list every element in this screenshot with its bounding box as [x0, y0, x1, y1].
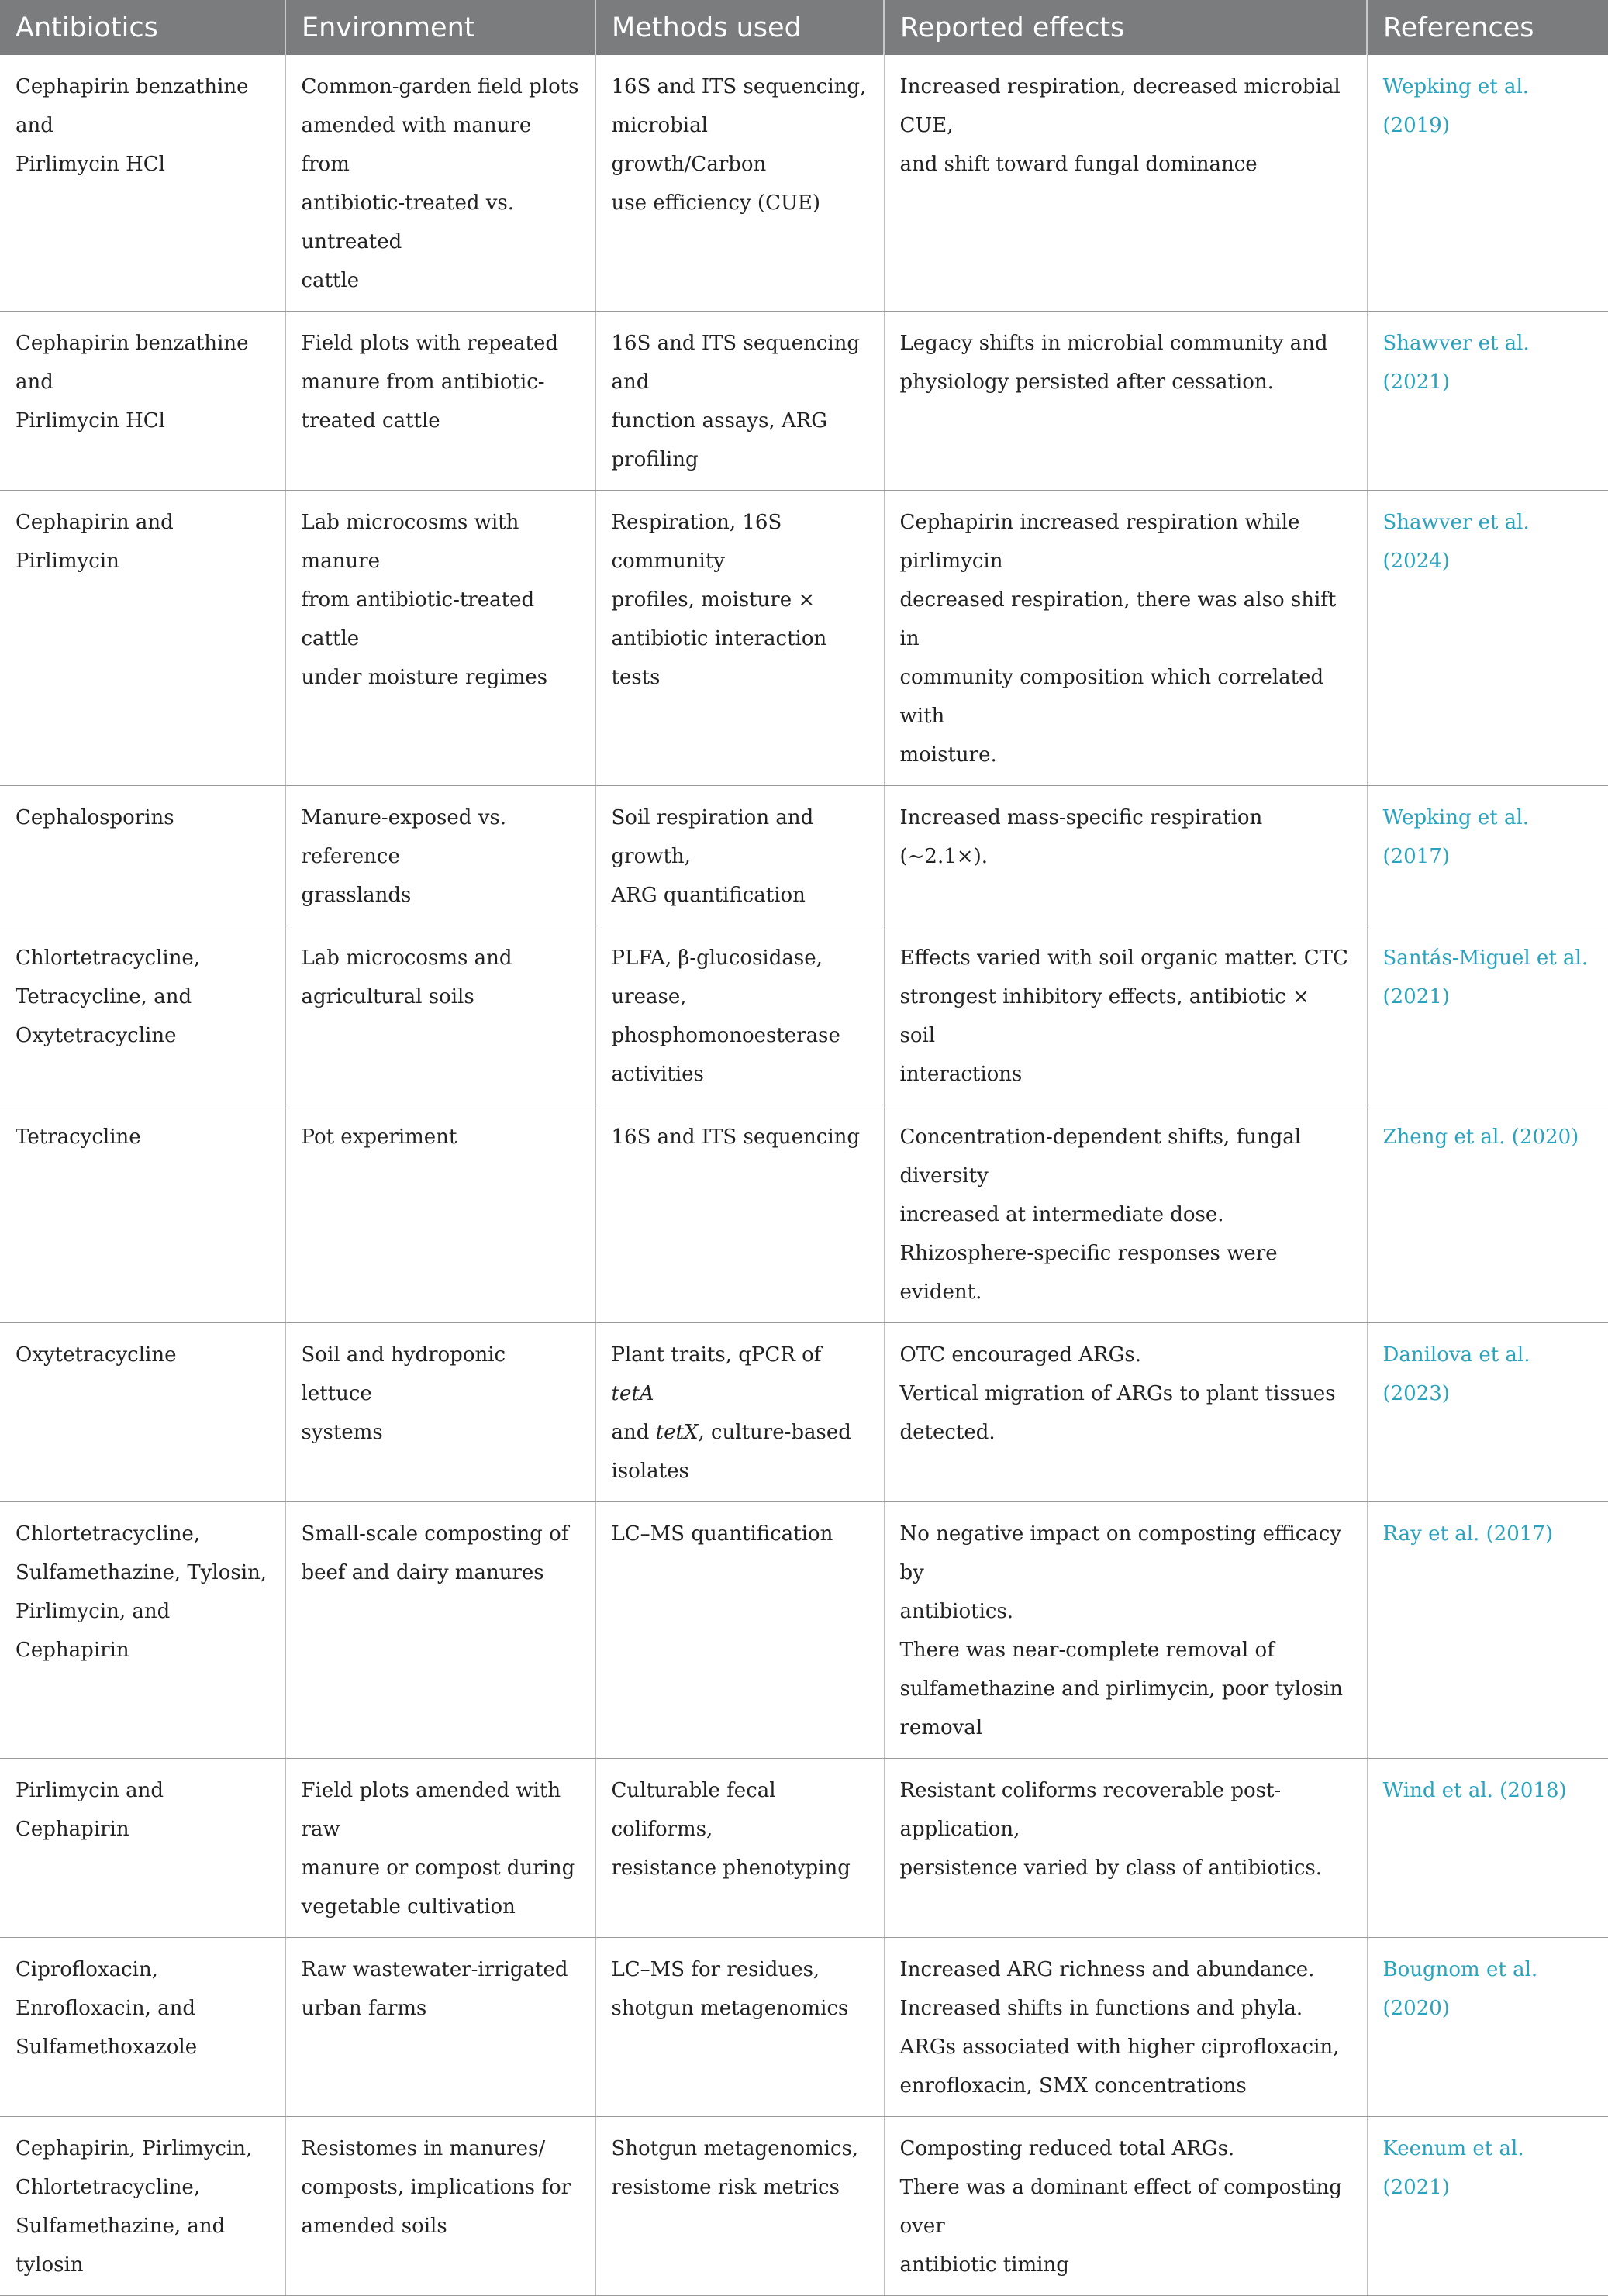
cell-effects	[884, 2117, 1367, 2296]
text-run: Plant traits, qPCR of	[611, 1343, 822, 1367]
cell-line: Chlortetracycline,	[16, 2176, 201, 2199]
cell-line: Respiration, 16S community	[611, 511, 782, 573]
cell-environment	[285, 1105, 595, 1323]
reference-link[interactable]: Bougnom et al. (2020)	[1367, 1938, 1608, 2117]
cell-antibiotics	[0, 2117, 285, 2296]
cell-environment	[285, 1502, 595, 1759]
cell-line: microbial growth/Carbon	[611, 114, 767, 176]
cell-line: Tetracycline	[16, 1126, 141, 1149]
cell-line: Manure-exposed vs. reference	[301, 806, 506, 868]
cell-line: grasslands	[301, 884, 412, 907]
cell-line: No negative impact on composting efficacy by	[899, 1522, 1342, 1584]
cell-effects	[884, 1502, 1367, 1759]
reference-link[interactable]: Shawver et al. (2024)	[1367, 491, 1608, 786]
cell-line: interactions	[899, 1063, 1023, 1086]
cell-line: Composting reduced total ARGs.	[899, 2137, 1235, 2160]
cell-line: removal	[899, 1716, 983, 1739]
cell-line: shotgun metagenomics	[611, 1997, 849, 2020]
cell-line: phosphomonoesterase	[611, 1024, 840, 1047]
cell-line: There was a dominant effect of composting over	[899, 2176, 1342, 2238]
text-run: and	[611, 1421, 656, 1444]
cell-methods	[595, 926, 884, 1105]
cell-line: amended with manure from	[301, 114, 532, 176]
cell-line: isolates	[611, 1460, 689, 1483]
cell-line: and shift toward fungal dominance	[899, 153, 1258, 176]
cell-line: treated cattle	[301, 409, 440, 433]
cell-line: Sulfamethoxazole	[16, 2036, 198, 2059]
cell-methods	[595, 55, 884, 312]
cell-line: Increased ARG richness and abundance.	[899, 1958, 1315, 1981]
cell-line: OTC encouraged ARGs.	[899, 1343, 1142, 1367]
cell-line: composts, implications for	[301, 2176, 571, 2199]
cell-line: Vertical migration of ARGs to plant tissues	[899, 1382, 1336, 1405]
cell-line	[612, 1413, 868, 1452]
cell-line: Soil and hydroponic lettuce	[301, 1343, 506, 1405]
cell-line: Lab microcosms and	[301, 946, 512, 970]
cell-environment	[285, 1759, 595, 1938]
cell-line: antibiotics.	[899, 1600, 1014, 1623]
table-row	[0, 1759, 1608, 1938]
cell-line: urban farms	[301, 1997, 427, 2020]
cell-line: cattle	[301, 269, 360, 292]
cell-line	[612, 1336, 868, 1413]
gene-name: tetA	[611, 1382, 654, 1405]
reference-link[interactable]: Shawver et al. (2021)	[1367, 312, 1608, 491]
cell-line: manure from antibiotic-	[301, 371, 545, 394]
cell-line: Resistomes in manures/	[301, 2137, 546, 2160]
cell-antibiotics	[0, 55, 285, 312]
cell-methods	[595, 1759, 884, 1938]
cell-line: beef and dairy manures	[301, 1561, 544, 1584]
cell-line: Cephalosporins	[16, 806, 174, 829]
cell-line: 16S and ITS sequencing and	[611, 332, 861, 394]
cell-effects	[884, 926, 1367, 1105]
cell-line: agricultural soils	[301, 985, 474, 1008]
cell-line: Field plots with repeated	[301, 332, 558, 355]
cell-line: sulfamethazine and pirlimycin, poor tylosin	[899, 1677, 1343, 1701]
cell-environment	[285, 1323, 595, 1502]
cell-line: Lab microcosms with manure	[301, 511, 519, 573]
header-environment: Environment	[285, 0, 595, 55]
cell-environment	[285, 926, 595, 1105]
cell-line: Effects varied with soil organic matter. CTC	[899, 946, 1348, 970]
table-row	[0, 55, 1608, 312]
reference-link[interactable]: Danilova et al. (2023)	[1367, 1323, 1608, 1502]
cell-effects	[884, 1105, 1367, 1323]
cell-line: Pirlimycin, and Cephapirin	[16, 1600, 171, 1662]
table-row	[0, 1502, 1608, 1759]
cell-line: LC–MS quantification	[611, 1522, 833, 1546]
cell-antibiotics	[0, 1938, 285, 2117]
cell-line: resistome risk metrics	[611, 2176, 840, 2199]
cell-effects	[884, 1938, 1367, 2117]
cell-environment	[285, 786, 595, 926]
cell-environment	[285, 55, 595, 312]
cell-line: PLFA, β-glucosidase, urease,	[611, 946, 823, 1008]
cell-line: Tetracycline, and	[16, 985, 192, 1008]
cell-line: Sulfamethazine, and tylosin	[16, 2215, 226, 2277]
header-antibiotics: Antibiotics	[0, 0, 285, 55]
cell-line: physiology persisted after cessation.	[899, 371, 1274, 394]
cell-line: antibiotic-treated vs. untreated	[301, 191, 515, 253]
cell-line: increased at intermediate dose.	[899, 1203, 1224, 1226]
cell-effects	[884, 312, 1367, 491]
table-row	[0, 312, 1608, 491]
cell-methods	[595, 491, 884, 786]
cell-effects	[884, 1323, 1367, 1502]
reference-link[interactable]: Zheng et al. (2020)	[1367, 1105, 1608, 1323]
cell-line: 16S and ITS sequencing	[611, 1126, 861, 1149]
cell-line: Sulfamethazine, Tylosin,	[16, 1561, 267, 1584]
cell-environment	[285, 2117, 595, 2296]
cell-line: profiles, moisture ×	[611, 588, 816, 612]
reference-link[interactable]: Santás-Miguel et al. (2021)	[1367, 926, 1608, 1105]
reference-link[interactable]: Ray et al. (2017)	[1367, 1502, 1608, 1759]
cell-line: Increased shifts in functions and phyla.	[899, 1997, 1303, 2020]
cell-line: ARG quantification	[611, 884, 806, 907]
table-row	[0, 1938, 1608, 2117]
header-methods-used: Methods used	[595, 0, 884, 55]
cell-line: from antibiotic-treated cattle	[301, 588, 535, 650]
cell-line: Oxytetracycline	[16, 1024, 177, 1047]
cell-effects	[884, 1759, 1367, 1938]
cell-methods	[595, 2117, 884, 2296]
text-run: , culture-based	[698, 1421, 851, 1444]
cell-line: Legacy shifts in microbial community and	[899, 332, 1328, 355]
cell-line: persistence varied by class of antibiotics.	[899, 1856, 1323, 1880]
cell-line: activities	[611, 1063, 704, 1086]
cell-line: Oxytetracycline	[16, 1343, 177, 1367]
cell-line: amended soils	[301, 2215, 447, 2238]
cell-line: resistance phenotyping	[611, 1856, 851, 1880]
cell-line: Chlortetracycline,	[16, 1522, 201, 1546]
cell-line: manure or compost during	[301, 1856, 575, 1880]
cell-line: Field plots amended with raw	[301, 1779, 561, 1841]
cell-line: antibiotic interaction tests	[611, 627, 827, 689]
table-row	[0, 786, 1608, 926]
cell-effects	[884, 55, 1367, 312]
cell-methods	[595, 312, 884, 491]
cell-line: Cephapirin benzathine and	[16, 75, 249, 137]
cell-line: Chlortetracycline,	[16, 946, 201, 970]
table-row	[0, 926, 1608, 1105]
table-row	[0, 491, 1608, 786]
header-references: References	[1367, 0, 1608, 55]
cell-line: Culturable fecal coliforms,	[611, 1779, 776, 1841]
cell-line: Ciprofloxacin,	[16, 1958, 158, 1981]
cell-line: Pirlimycin HCl	[16, 153, 165, 176]
cell-antibiotics	[0, 1105, 285, 1323]
cell-line: Pirlimycin HCl	[16, 409, 165, 433]
cell-environment	[285, 312, 595, 491]
cell-line: under moisture regimes	[301, 666, 548, 689]
cell-line: Soil respiration and growth,	[611, 806, 814, 868]
cell-environment	[285, 491, 595, 786]
reference-link[interactable]: Wepking et al. (2017)	[1367, 786, 1608, 926]
cell-methods	[595, 1105, 884, 1323]
cell-line: Small-scale composting of	[301, 1522, 569, 1546]
cell-antibiotics	[0, 1502, 285, 1759]
reference-link[interactable]: Wepking et al. (2019)	[1367, 55, 1608, 312]
cell-line: function assays, ARG	[611, 409, 827, 433]
cell-line: Increased mass-specific respiration (~2.1×).	[899, 806, 1263, 868]
cell-methods	[595, 1502, 884, 1759]
table-header-row	[0, 0, 1608, 55]
cell-methods	[595, 1938, 884, 2117]
cell-antibiotics	[0, 926, 285, 1105]
cell-line: Cephapirin increased respiration while pirlimycin	[899, 511, 1300, 573]
cell-antibiotics	[0, 1323, 285, 1502]
cell-antibiotics	[0, 312, 285, 491]
cell-effects	[884, 786, 1367, 926]
cell-environment	[285, 1938, 595, 2117]
table-row	[0, 1105, 1608, 1323]
cell-line: Pot experiment	[301, 1126, 457, 1149]
gene-name: tetX	[655, 1421, 699, 1444]
cell-line: community composition which correlated with	[899, 666, 1324, 728]
cell-line: Increased respiration, decreased microbial CUE,	[899, 75, 1341, 137]
cell-antibiotics	[0, 491, 285, 786]
cell-line: Resistant coliforms recoverable post-application,	[899, 1779, 1282, 1841]
reference-link[interactable]: Wind et al. (2018)	[1367, 1759, 1608, 1938]
header-reported-effects: Reported effects	[884, 0, 1367, 55]
cell-line: systems	[301, 1421, 383, 1444]
cell-line: LC–MS for residues,	[611, 1958, 820, 1981]
cell-effects	[884, 491, 1367, 786]
cell-line: There was near-complete removal of	[899, 1639, 1275, 1662]
cell-line: detected.	[899, 1421, 996, 1444]
cell-line: strongest inhibitory effects, antibiotic × soil	[899, 985, 1310, 1047]
cell-line: Shotgun metagenomics,	[611, 2137, 859, 2160]
cell-line: 16S and ITS sequencing,	[611, 75, 867, 98]
cell-methods	[595, 1323, 884, 1502]
cell-line: Rhizosphere-specific responses were evident.	[899, 1242, 1278, 1304]
cell-line: Raw wastewater-irrigated	[301, 1958, 568, 1981]
cell-antibiotics	[0, 786, 285, 926]
table-row	[0, 2117, 1608, 2296]
cell-line: decreased respiration, there was also shift in	[899, 588, 1337, 650]
reference-link[interactable]: Keenum et al. (2021)	[1367, 2117, 1608, 2296]
cell-line: ARGs associated with higher ciprofloxacin,	[899, 2036, 1340, 2059]
cell-line: Cephapirin, Pirlimycin,	[16, 2137, 253, 2160]
cell-line: enrofloxacin, SMX concentrations	[899, 2074, 1247, 2098]
cell-line: Cephapirin benzathine and	[16, 332, 249, 394]
cell-line: Cephapirin and Pirlimycin	[16, 511, 174, 573]
cell-antibiotics	[0, 1759, 285, 1938]
cell-line: moisture.	[899, 743, 997, 767]
cell-line: Enrofloxacin, and	[16, 1997, 196, 2020]
cell-line: profiling	[611, 448, 699, 471]
cell-methods	[595, 786, 884, 926]
table-row	[0, 1323, 1608, 1502]
cell-line: antibiotic timing	[899, 2253, 1069, 2277]
cell-line: Concentration-dependent shifts, fungal diversity	[899, 1126, 1302, 1188]
cell-line: Common-garden field plots	[301, 75, 579, 98]
cell-line: Pirlimycin and Cephapirin	[16, 1779, 164, 1841]
cell-line: use efficiency (CUE)	[611, 191, 821, 215]
cell-line: vegetable cultivation	[301, 1895, 516, 1919]
